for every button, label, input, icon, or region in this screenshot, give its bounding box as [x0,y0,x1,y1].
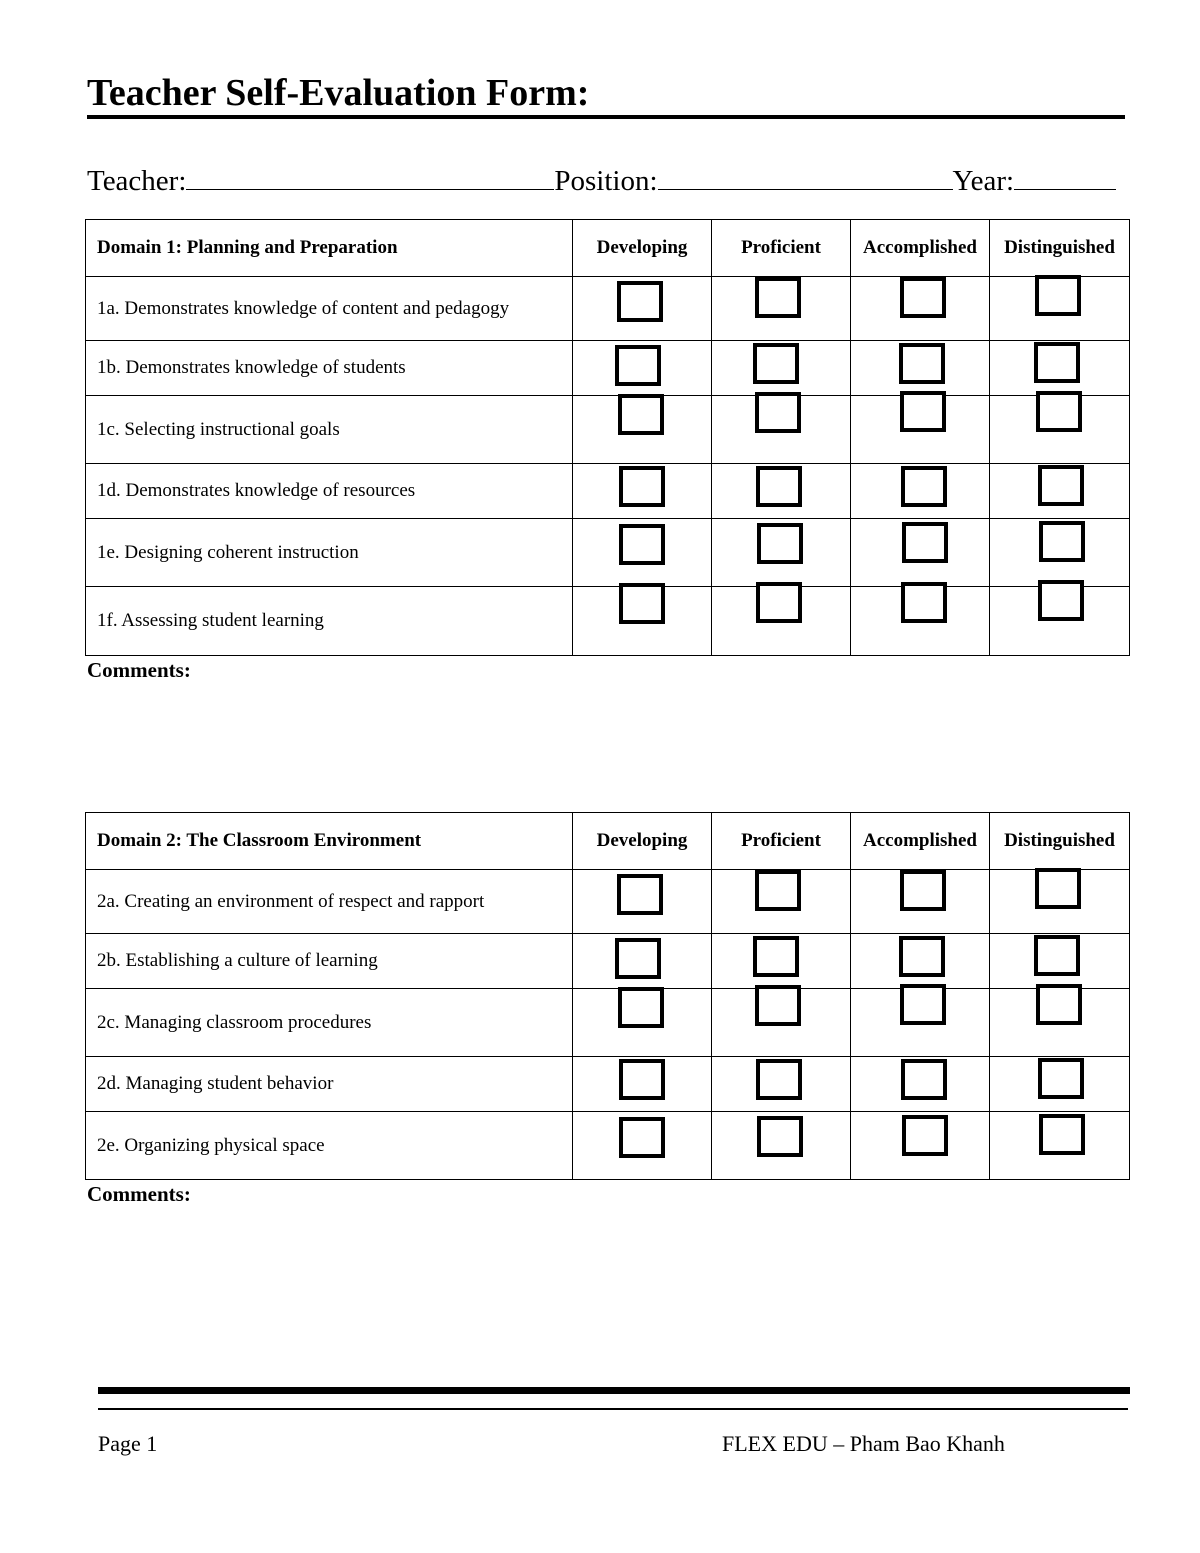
accomplished-checkbox[interactable] [900,870,946,911]
domain-2-table [85,812,1130,1180]
table-row [86,519,1130,587]
footer-thin-rule [98,1408,1128,1410]
table-row [86,341,1130,396]
teacher-label: Teacher: [87,165,187,197]
criterion-label: 1c. Selecting instructional goals [86,396,573,464]
distinguished-checkbox[interactable] [1036,984,1082,1025]
rating-header-proficient: Proficient [712,220,851,277]
proficient-checkbox[interactable] [755,985,801,1026]
table-row [86,277,1130,341]
distinguished-checkbox[interactable] [1035,275,1081,316]
teacher-field[interactable] [186,163,554,190]
footer-credit: FLEX EDU – Pham Bao Khanh [722,1431,1005,1456]
distinguished-checkbox[interactable] [1039,1114,1085,1155]
proficient-checkbox[interactable] [757,523,803,564]
proficient-checkbox[interactable] [756,466,802,507]
developing-checkbox[interactable] [619,583,665,624]
distinguished-checkbox[interactable] [1036,391,1082,432]
table-row [86,396,1130,464]
domain-2-comments-label: Comments: [87,1182,191,1206]
accomplished-checkbox[interactable] [899,343,945,384]
page-number: Page 1 [98,1431,158,1456]
domain-1-table [85,219,1130,656]
table-row [86,934,1130,989]
criterion-label: 2d. Managing student behavior [86,1057,573,1112]
footer-thick-rule [98,1387,1130,1394]
proficient-checkbox[interactable] [753,936,799,977]
accomplished-checkbox[interactable] [901,466,947,507]
rating-header-distinguished: Distinguished [990,813,1130,870]
accomplished-checkbox[interactable] [902,1115,948,1156]
table-row [86,1112,1130,1180]
domain-1-header-row [86,220,1130,277]
proficient-checkbox[interactable] [755,392,801,433]
rating-header-developing: Developing [573,220,712,277]
rating-header-accomplished: Accomplished [851,813,990,870]
criterion-label: 1f. Assessing student learning [86,587,573,656]
developing-checkbox[interactable] [617,874,663,915]
rating-header-distinguished: Distinguished [990,220,1130,277]
rating-header-proficient: Proficient [712,813,851,870]
domain-2-header-row [86,813,1130,870]
developing-checkbox[interactable] [619,1117,665,1158]
accomplished-checkbox[interactable] [900,984,946,1025]
accomplished-checkbox[interactable] [900,277,946,318]
criterion-label: 2b. Establishing a culture of learning [86,934,573,989]
table-row [86,1057,1130,1112]
proficient-checkbox[interactable] [756,1059,802,1100]
teacher-info-line [87,163,1127,199]
developing-checkbox[interactable] [618,394,664,435]
criterion-label: 2a. Creating an environment of respect and rapport [86,870,573,934]
developing-checkbox[interactable] [617,281,663,322]
domain-1-heading: Domain 1: Planning and Preparation [86,220,573,277]
developing-checkbox[interactable] [619,1059,665,1100]
distinguished-checkbox[interactable] [1035,868,1081,909]
position-label: Position: [554,165,658,197]
proficient-checkbox[interactable] [757,1116,803,1157]
criterion-label: 1b. Demonstrates knowledge of students [86,341,573,396]
distinguished-checkbox[interactable] [1038,465,1084,506]
criterion-label: 1a. Demonstrates knowledge of content and pedagogy [86,277,573,341]
proficient-checkbox[interactable] [753,343,799,384]
table-row [86,989,1130,1057]
accomplished-checkbox[interactable] [900,391,946,432]
developing-checkbox[interactable] [619,466,665,507]
accomplished-checkbox[interactable] [901,582,947,623]
table-row [86,587,1130,656]
year-label: Year: [952,165,1015,197]
rating-header-accomplished: Accomplished [851,220,990,277]
distinguished-checkbox[interactable] [1039,521,1085,562]
proficient-checkbox[interactable] [755,870,801,911]
developing-checkbox[interactable] [615,345,661,386]
page-title: Teacher Self-Evaluation Form: [87,72,590,114]
rating-header-developing: Developing [573,813,712,870]
table-row [86,870,1130,934]
proficient-checkbox[interactable] [755,277,801,318]
table-row [86,464,1130,519]
criterion-label: 1e. Designing coherent instruction [86,519,573,587]
developing-checkbox[interactable] [618,987,664,1028]
criterion-label: 2c. Managing classroom procedures [86,989,573,1057]
accomplished-checkbox[interactable] [902,522,948,563]
domain-1-comments-label: Comments: [87,658,191,682]
distinguished-checkbox[interactable] [1038,580,1084,621]
developing-checkbox[interactable] [619,524,665,565]
domain-2-heading: Domain 2: The Classroom Environment [86,813,573,870]
distinguished-checkbox[interactable] [1034,342,1080,383]
distinguished-checkbox[interactable] [1034,935,1080,976]
developing-checkbox[interactable] [615,938,661,979]
criterion-label: 2e. Organizing physical space [86,1112,573,1180]
criterion-label: 1d. Demonstrates knowledge of resources [86,464,573,519]
position-field[interactable] [658,163,953,190]
year-field[interactable] [1014,163,1116,190]
accomplished-checkbox[interactable] [899,936,945,977]
accomplished-checkbox[interactable] [901,1059,947,1100]
title-rule [87,115,1125,119]
proficient-checkbox[interactable] [756,582,802,623]
distinguished-checkbox[interactable] [1038,1058,1084,1099]
